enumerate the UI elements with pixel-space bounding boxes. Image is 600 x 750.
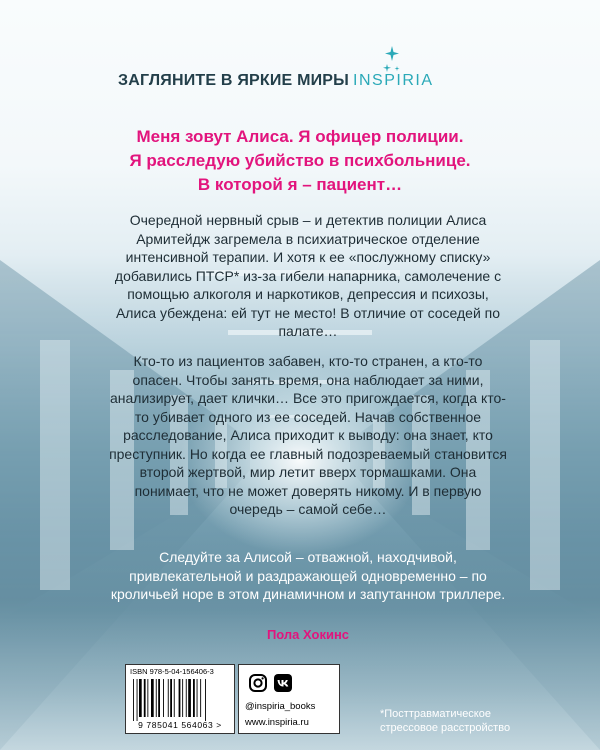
footnote [380,707,510,735]
barcode-bar [151,679,154,717]
barcode-bar [179,679,181,717]
tagline [80,125,520,197]
footnote-line: *Посттравматическое [380,708,491,720]
barcode-icon [130,679,230,721]
footnote-line: стрессовое расстройство [380,722,511,734]
barcode-bar [188,679,191,717]
tagline-line: Я расследую убийство в психбольнице. [129,151,471,170]
synopsis-paragraph: Кто-то из пациентов забавен, кто-то странен, а кто-то опасен. Чтобы занять время, она наблюдает за ними, анализирует, дает клички… Все это пригождается, когда кто-то убивает одного из ее соседей. Начав собственное расследование, Алиса приходит к выводу: она знает, кто преступник. Но когда ее главный подозреваемый становится второй жертвой, мир летит вверх тормашками. Она понимает, что не может доверять никому. И в первую очередь – самой себе… [109,353,507,517]
barcode-bar [133,679,134,721]
barcode-bar [186,679,187,717]
instagram-icon[interactable] [248,673,268,693]
series-banner-text: ЗАГЛЯНИТЕ В ЯРКИЕ МИРЫ [118,72,350,89]
barcode-bar [174,679,175,717]
tagline-line: В которой я – пациент… [197,175,403,194]
blurb-author: Пола Хокинс [266,627,350,642]
barcode-bar [200,679,201,717]
barcode-bar [144,679,146,717]
social-handle[interactable]: @inspiria_books [245,701,316,712]
barcode-bar [170,679,172,717]
barcode-bar [163,679,164,717]
barcode-bar [205,679,206,721]
brand-name: INSPIRIA [353,72,434,89]
blurb-quote: Следуйте за Алисой – отважной, находчивой, привлекательной и раздражающей одновременно – по кроличьей норе в этом динамичном и запутанном триллере. [110,549,506,602]
publisher-website[interactable]: www.inspiria.ru [245,717,309,728]
barcode-bar [197,679,198,717]
isbn-number: ISBN 978-5-04-156406-3 [130,667,214,676]
tagline-line: Меня зовут Алиса. Я офицер полиции. [136,127,464,146]
barcode-bar [156,679,157,717]
barcode-bar [139,679,142,717]
barcode-digits: 9 785041 564063 > [138,720,222,730]
barcode-bar [147,679,148,717]
vk-icon[interactable] [273,673,293,693]
barcode-bar [182,679,183,717]
sparkle-icon [382,44,402,76]
barcode-bar [137,679,138,721]
barcode-bar [193,679,195,717]
barcode-bar [158,679,160,717]
barcode-bar [168,679,169,717]
social-box [238,664,340,734]
synopsis-paragraph: Очередной нервный срыв – и детектив полиции Алиса Армитейдж загремела в психиатрическое отделение интенсивной терапии. И хотя к ее «послужному списку» добавились ПТСР* из-за гибели напарника, самолечение с помощью алкоголя и наркотиков, депрессия и психозы, Алиса убеждена: ей тут не место! В отличие от соседей по палате… [114,212,502,339]
barcode-box [125,664,235,734]
